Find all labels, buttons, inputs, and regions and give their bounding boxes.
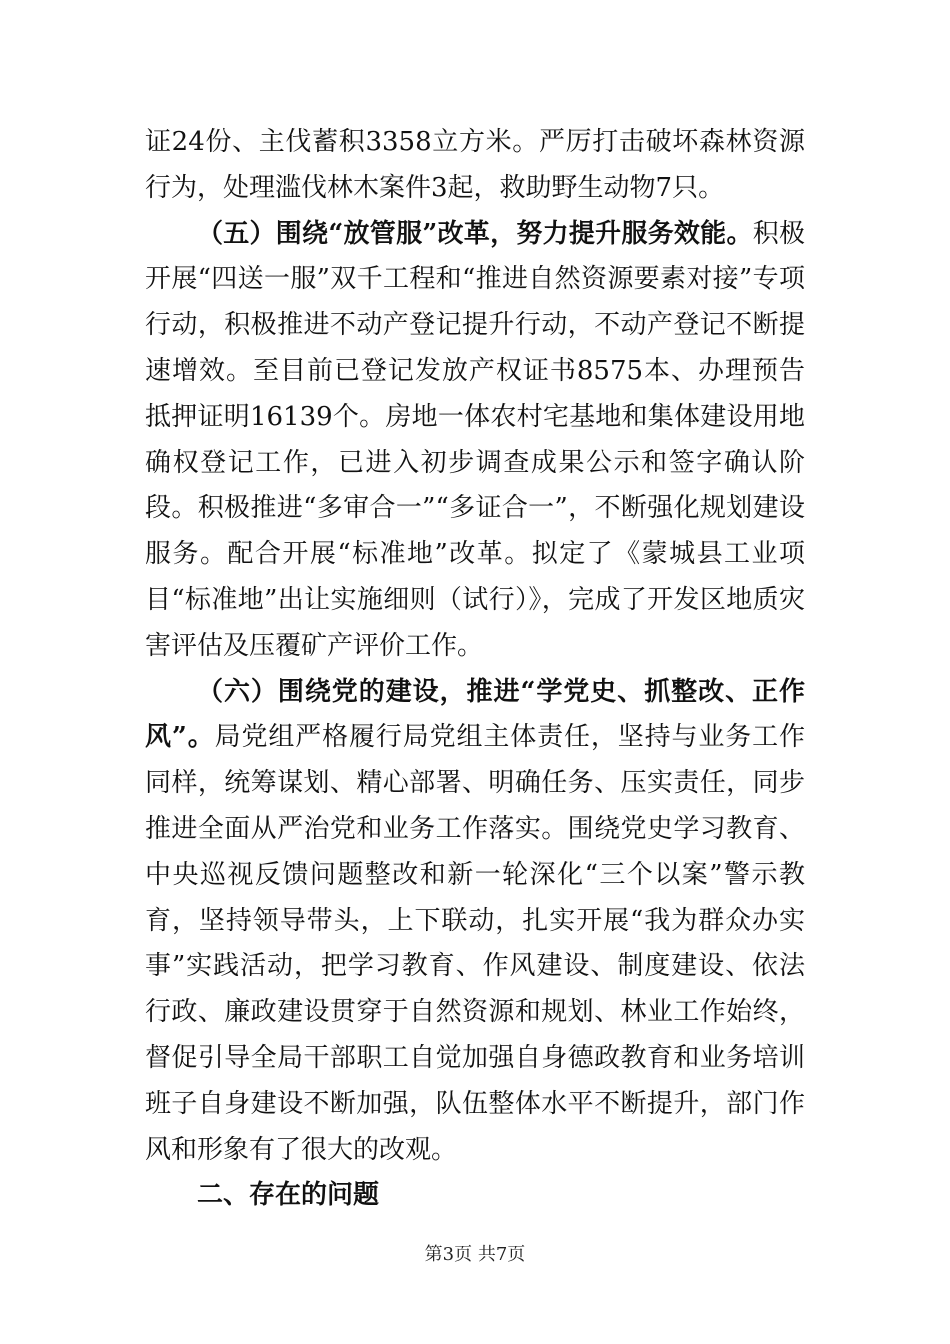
section-6-body: 局党组严格履行局党组主体责任，坚持与业务工作同样，统筹谋划、精心部署、明确任务、压实责任，同步推进全面从严治党和业务工作落实。围绕党史学习教育、中央巡视反馈问题整改和新一轮深化“三个以案”警示教育，坚持领导带头，上下联动，扎实开展“我为群众办实事”实践活动，把学习教育、作风建设、制度建设、依法行政、廉政建设贯穿于自然资源和规划、林业工作始终，督促引导全局干部职工自觉加强自身德政教育和业务培训班子自身建设不断加强，队伍整体水平不断提升，部门作风和形象有了很大的改观。 xyxy=(145,722,805,1165)
section-5-title: （五）围绕“放管服”改革，努力提升服务效能。 xyxy=(197,218,753,249)
section-5-paragraph xyxy=(145,212,805,670)
section-6-paragraph xyxy=(145,670,805,1174)
document-body xyxy=(145,120,805,1219)
section-heading-problems: 二、存在的问题 xyxy=(197,1180,380,1211)
section-6-title: （六）围绕党的建设，推进“学党史、抓整改、正作风”。 xyxy=(145,676,805,753)
section-5-body: 积极开展“四送一服”双千工程和“推进自然资源要素对接”专项行动，积极推进不动产登记提升行动，不动产登记不断提速增效。至目前已登记发放产权证书8575本、办理预告抵押证明16139个。房地一体农村宅基地和集体建设用地确权登记工作，已进入初步调查成果公示和签字确认阶段。积极推进“多审合一”“多证合一”，不断强化规划建设服务。配合开展“标准地”改革。拟定了《蒙城县工业项目“标准地”出让实施细则（试行）》，完成了开发区地质灾害评估及压覆矿产评价工作。 xyxy=(145,218,805,661)
continuation-paragraph: 证24份、主伐蓄积3358立方米。严厉打击破坏森林资源行为，处理滥伐林木案件3起，救助野生动物7只。 xyxy=(145,127,805,203)
page-footer: 第3页 共7页 xyxy=(424,1244,526,1265)
